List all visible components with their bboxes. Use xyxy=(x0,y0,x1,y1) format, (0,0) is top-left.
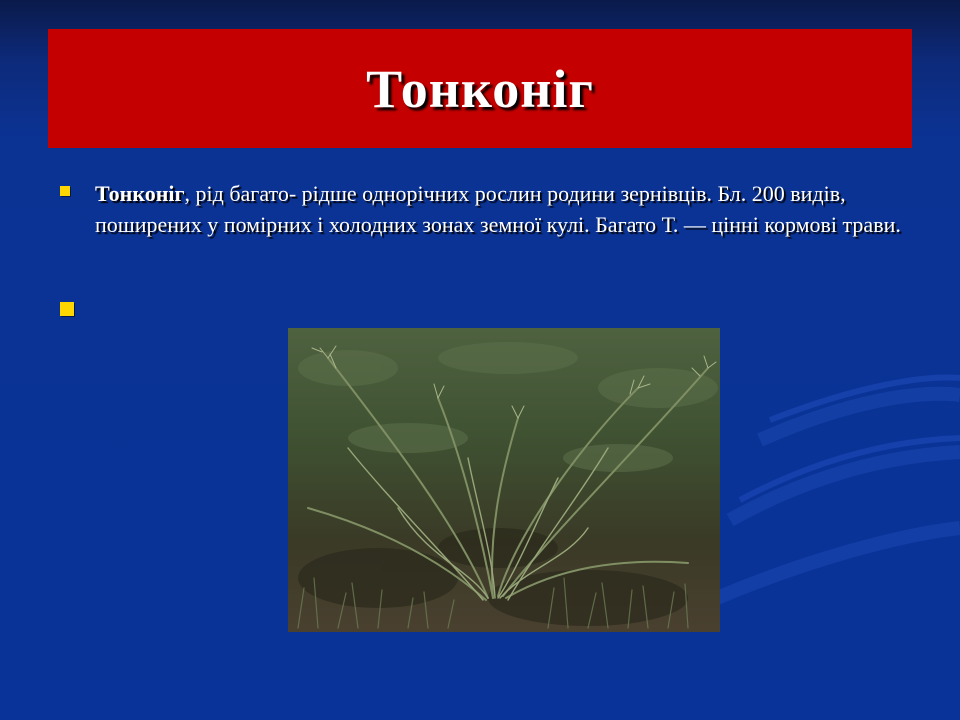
bullet-item-empty xyxy=(60,296,74,316)
slide-title: Тонконіг xyxy=(366,58,594,119)
bullet-icon xyxy=(60,186,70,196)
bullet-item xyxy=(60,178,910,240)
bullet-icon xyxy=(60,302,74,316)
title-bar xyxy=(48,29,912,148)
bullet-body: , рід багато- рідше однорічних рослин родини зернівців. Бл. 200 видів, поширених у помірних і холодних зонах земної кулі. Багато Т. — цінні кормові трави. xyxy=(95,181,901,237)
bullet-bold-term: Тонконіг xyxy=(95,181,185,206)
grass-photo xyxy=(288,328,720,632)
bullet-text xyxy=(95,178,910,240)
grass-image xyxy=(288,328,720,632)
